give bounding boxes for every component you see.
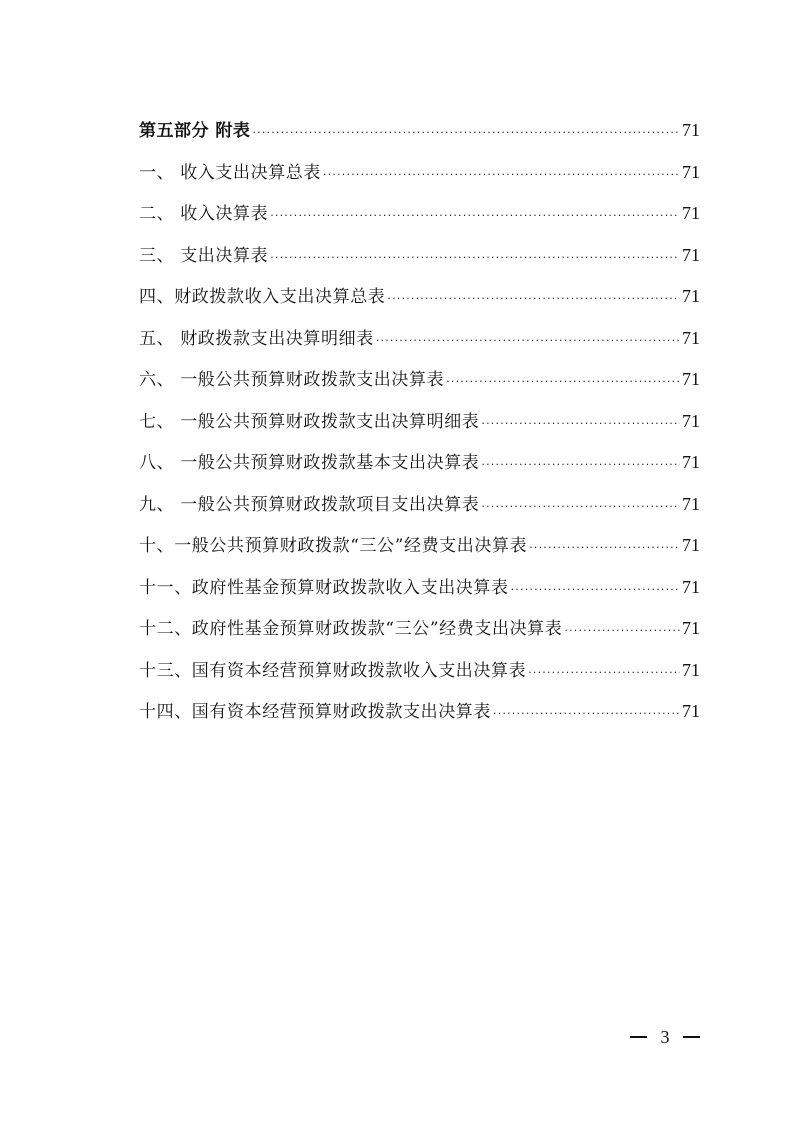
toc-entry-title: 九、 一般公共预算财政拨款项目支出决算表 (139, 494, 480, 515)
toc-entry[interactable] (139, 152, 700, 194)
toc-leader-dots (270, 237, 680, 279)
toc-entry-title: 五、 财政拨款支出决算明细表 (139, 328, 374, 349)
toc-entry-part-five[interactable] (139, 110, 700, 152)
toc-leader-dots (481, 486, 680, 528)
toc-leader-dots (493, 693, 680, 735)
toc-leader-dots (446, 361, 680, 403)
toc-entry-page: 71 (682, 701, 700, 721)
toc-entry-title: 一、 收入支出决算总表 (139, 162, 322, 183)
toc-entry-page: 71 (682, 369, 700, 389)
toc-entry-page: 71 (682, 493, 700, 514)
toc-entry-page: 71 (682, 535, 700, 555)
toc-entry[interactable] (139, 442, 700, 484)
toc-entry[interactable] (139, 691, 700, 733)
toc-entry[interactable] (139, 193, 700, 235)
toc-entry-title: 三、 支出决算表 (139, 245, 269, 266)
toc-entry-page: 71 (682, 576, 700, 597)
toc-leader-dots (511, 569, 680, 611)
toc-leader-dots (387, 278, 680, 320)
toc-entry-title: 十三、国有资本经营预算财政拨款收入支出决算表 (139, 660, 527, 681)
toc-entry-title: 十一、政府性基金预算财政拨款收入支出决算表 (139, 577, 509, 598)
toc-entry-title: 七、 一般公共预算财政拨款支出决算明细表 (139, 411, 480, 432)
toc-entry[interactable] (139, 401, 700, 443)
toc-entry[interactable] (139, 525, 700, 567)
page-number: 3 (660, 1026, 670, 1047)
toc-entry-page: 71 (682, 659, 700, 680)
toc-entry[interactable] (139, 276, 700, 318)
toc-entry-page: 71 (682, 161, 700, 182)
toc-entry[interactable] (139, 608, 700, 650)
toc-entry-title: 第五部分 附表 (139, 121, 251, 141)
toc-leader-dots (270, 195, 680, 237)
toc-entry-page: 71 (682, 244, 700, 265)
toc-entry-title: 二、 收入决算表 (139, 204, 269, 224)
toc-entry-title: 十四、国有资本经营预算财政拨款支出决算表 (139, 702, 491, 722)
toc-entry[interactable] (139, 650, 700, 692)
footer-dash-right (683, 1036, 700, 1037)
toc-leader-dots (528, 652, 680, 694)
footer-dash-left (630, 1036, 647, 1037)
toc-entry-title: 四、财政拨款收入支出决算总表 (139, 287, 386, 307)
toc-leader-dots (376, 320, 680, 362)
toc-leader-dots (481, 403, 680, 445)
toc-entry[interactable] (139, 359, 700, 401)
toc-leader-dots (252, 112, 680, 154)
toc-entry-title: 十、一般公共预算财政拨款“三公”经费支出决算表 (139, 536, 528, 556)
toc-entry-page: 71 (682, 120, 700, 140)
toc-entry[interactable] (139, 318, 700, 360)
toc-entry-page: 71 (682, 286, 700, 306)
toc-entry-page: 71 (682, 203, 700, 223)
toc-entry-title: 十二、政府性基金预算财政拨款“三公”经费支出决算表 (139, 619, 563, 639)
toc-entry-page: 71 (682, 618, 700, 638)
toc-entry[interactable] (139, 484, 700, 526)
toc-leader-dots (323, 154, 680, 196)
toc-entry-page: 71 (682, 410, 700, 431)
toc-leader-dots (564, 610, 680, 652)
toc-entry[interactable] (139, 567, 700, 609)
toc-entry-title: 八、 一般公共预算财政拨款基本支出决算表 (139, 453, 480, 473)
table-of-contents (139, 110, 700, 733)
toc-entry-page: 71 (682, 327, 700, 348)
toc-entry-title: 六、 一般公共预算财政拨款支出决算表 (139, 370, 445, 390)
toc-leader-dots (529, 527, 680, 569)
toc-entry-page: 71 (682, 452, 700, 472)
page-footer (630, 1022, 700, 1052)
toc-entry[interactable] (139, 235, 700, 277)
toc-leader-dots (481, 444, 680, 486)
